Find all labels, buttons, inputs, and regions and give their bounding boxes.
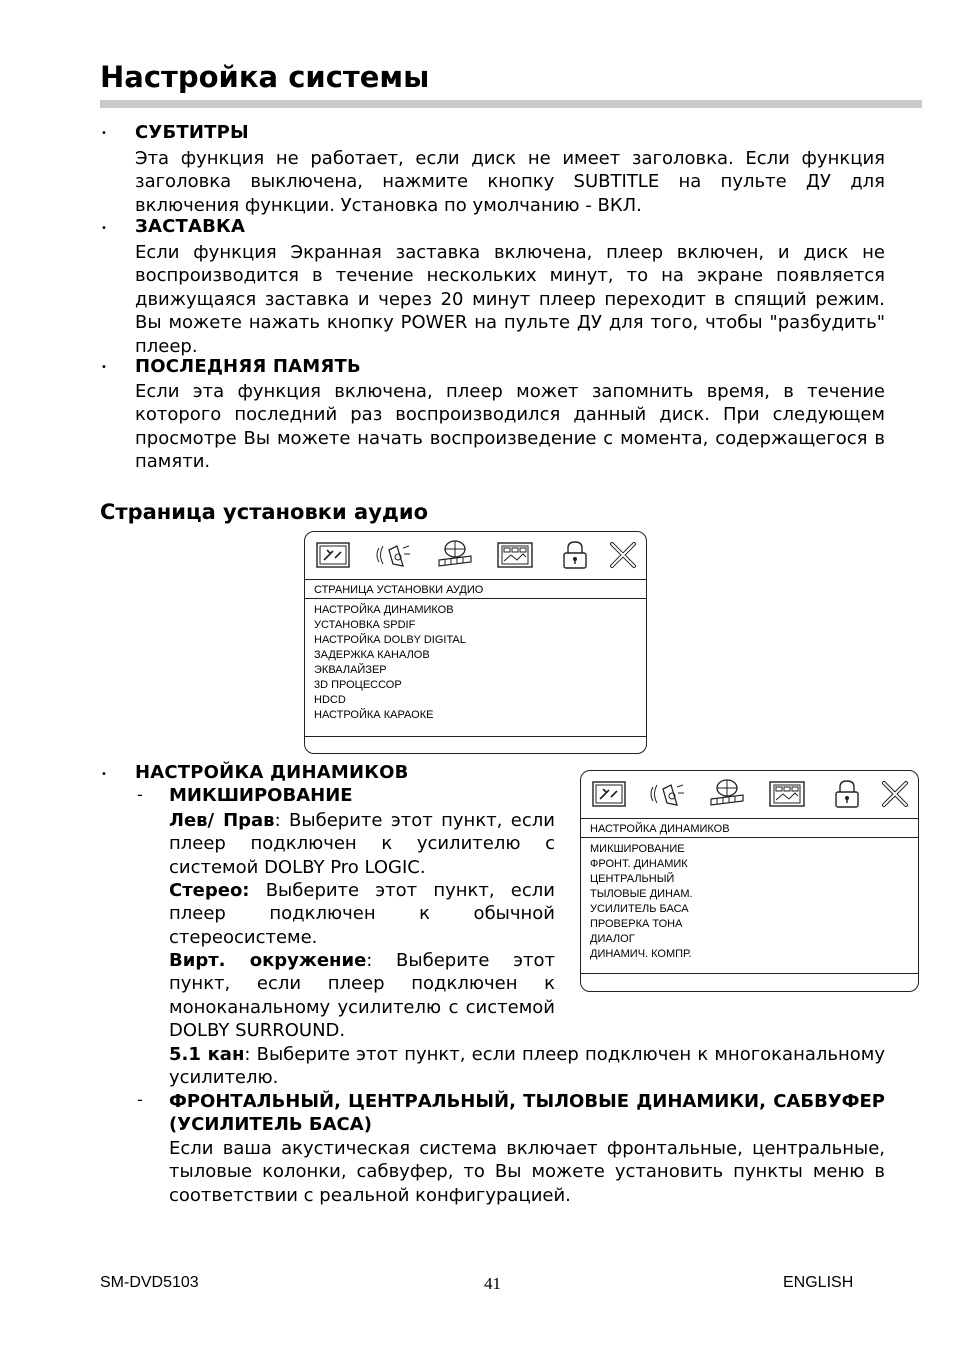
menu-item-front-speaker[interactable]: ФРОНТ. ДИНАМИК: [590, 858, 688, 870]
section-text-screensaver: Если функция Экранная заставка включена, плеер включен, и диск не воспроизводится в течение нескольких минут, то на экране появляется движущаяся заставка и через 20 минут плеер переходит в спящий режим. Вы можете нажать кнопку POWER на пульте ДУ для того, чтобы "разбудить" плеер.: [135, 242, 885, 357]
virt-label: Вирт. окружение: [169, 950, 367, 971]
menu-icon-row: [581, 771, 918, 817]
menu-divider: [581, 973, 918, 974]
bullet: •: [101, 223, 107, 234]
audio-setup-heading: Страница установки аудио: [100, 500, 429, 524]
downmix-51-text: [169, 1043, 885, 1090]
menu-icon-row: [305, 532, 646, 578]
menu-title: НАСТРОЙКА ДИНАМИКОВ: [590, 823, 730, 835]
section-text-last-memory: Если эта функция включена, плеер может запомнить время, в течение которого последний раз воспроизводился данный диск. При следующем просмотре Вы можете начать воспроизведение с момента, содержащегося в памяти.: [135, 381, 885, 473]
audio-speaker-icon[interactable]: [373, 538, 413, 572]
virt-desc: : Выберите этот пункт, если плеер подключен к моноканальному усилителю с системой DOLBY SURROUND.: [169, 950, 555, 1042]
menu-item-dynamic-compression[interactable]: ДИНАМИЧ. КОМПР.: [590, 948, 692, 960]
menu-divider: [305, 736, 646, 737]
exit-x-icon[interactable]: [603, 538, 643, 572]
section-heading-subtitles: СУБТИТРЫ: [135, 122, 249, 143]
exit-x-icon[interactable]: [875, 777, 915, 811]
general-setup-icon[interactable]: [313, 538, 353, 572]
downmix-stereo-text: [169, 879, 555, 949]
video-screen-icon[interactable]: [767, 777, 807, 811]
disc-icon[interactable]: [707, 777, 747, 811]
page-title: Настройка системы: [100, 60, 430, 94]
menu-item-3d-processor[interactable]: 3D ПРОЦЕССОР: [314, 679, 402, 691]
lr-label: Лев/ Прав: [169, 810, 275, 831]
bullet: •: [101, 128, 107, 139]
menu-title: СТРАНИЦА УСТАНОВКИ АУДИО: [314, 584, 484, 596]
menu-divider: [581, 837, 918, 838]
menu-item-channel-delay[interactable]: ЗАДЕРЖКА КАНАЛОВ: [314, 649, 430, 661]
section-heading-screensaver: ЗАСТАВКА: [135, 216, 246, 237]
downmix-virtual-text: [169, 949, 555, 1043]
downmix-lr-text: [169, 809, 555, 879]
menu-divider: [581, 818, 918, 819]
disc-icon[interactable]: [435, 538, 475, 572]
section-heading-speaker-setup: НАСТРОЙКА ДИНАМИКОВ: [135, 762, 409, 783]
speakers-text: Если ваша акустическая система включает фронтальные, центральные, тыловые колонки, сабвуфер, то Вы можете установить пункты меню в соответствии с реальной конфигурацией.: [169, 1138, 885, 1206]
menu-item-karaoke[interactable]: НАСТРОЙКА КАРАОКЕ: [314, 709, 434, 721]
menu-divider: [305, 598, 646, 599]
audio-speaker-icon[interactable]: [647, 777, 687, 811]
footer-model: SM-DVD5103: [100, 1274, 199, 1291]
section-text-subtitles: Эта функция не работает, если диск не имеет заголовка. Если функция заголовка выключена, нажмите кнопку SUBTITLE на пульте ДУ для включения функции. Установка по умолчанию - ВКЛ.: [135, 148, 885, 216]
menu-item-dialog[interactable]: ДИАЛОГ: [590, 933, 635, 945]
subheading-speakers: ФРОНТАЛЬНЫЙ, ЦЕНТРАЛЬНЫЙ, ТЫЛОВЫЕ ДИНАМИКИ, САБВУФЕР (УСИЛИТЕЛЬ БАСА): [169, 1091, 885, 1136]
menu-divider: [305, 579, 646, 580]
menu-item-rear-speakers[interactable]: ТЫЛОВЫЕ ДИНАМ.: [590, 888, 693, 900]
stereo-desc: Выберите этот пункт, если плеер подключен к обычной стереосистеме.: [169, 880, 555, 948]
bullet: •: [101, 769, 107, 780]
subheading-downmix: МИКШИРОВАНИЕ: [169, 785, 353, 806]
menu-item-speaker-setup[interactable]: НАСТРОЙКА ДИНАМИКОВ: [314, 604, 454, 616]
footer-language: ENGLISH: [783, 1274, 854, 1291]
bullet: •: [101, 362, 107, 373]
lr-desc: : Выберите этот пункт, если плеер подключен к усилителю с системой DOLBY Pro LOGIC.: [169, 810, 555, 878]
menu-item-equalizer[interactable]: ЭКВАЛАЙЗЕР: [314, 664, 387, 676]
footer-page-number: 41: [484, 1274, 501, 1293]
video-screen-icon[interactable]: [495, 538, 535, 572]
menu-item-spdif[interactable]: УСТАНОВКА SPDIF: [314, 619, 416, 631]
menu-item-subwoofer[interactable]: УСИЛИТЕЛЬ БАСА: [590, 903, 689, 915]
title-rule: [100, 100, 922, 108]
audio-menu-list: [314, 603, 466, 723]
ch51-desc: : Выберите этот пункт, если плеер подключен к многоканальному усилителю.: [169, 1044, 886, 1089]
lock-icon[interactable]: [555, 538, 595, 572]
menu-item-test-tone[interactable]: ПРОВЕРКА ТОНА: [590, 918, 683, 930]
menu-item-downmix[interactable]: МИКШИРОВАНИЕ: [590, 843, 685, 855]
speaker-menu-list: [590, 842, 693, 962]
lock-icon[interactable]: [827, 777, 867, 811]
menu-item-dolby-digital[interactable]: НАСТРОЙКА DOLBY DIGITAL: [314, 634, 466, 646]
stereo-label: Стерео:: [169, 880, 250, 901]
general-setup-icon[interactable]: [589, 777, 629, 811]
dash: -: [137, 1090, 143, 1109]
ch51-label: 5.1 кан: [169, 1044, 245, 1065]
menu-item-hdcd[interactable]: HDCD: [314, 694, 346, 706]
dash: -: [137, 785, 143, 804]
menu-item-center[interactable]: ЦЕНТРАЛЬНЫЙ: [590, 873, 675, 885]
audio-setup-menu-panel: [304, 531, 647, 754]
section-heading-last-memory: ПОСЛЕДНЯЯ ПАМЯТЬ: [135, 356, 361, 377]
speaker-setup-menu-panel: [580, 770, 919, 992]
